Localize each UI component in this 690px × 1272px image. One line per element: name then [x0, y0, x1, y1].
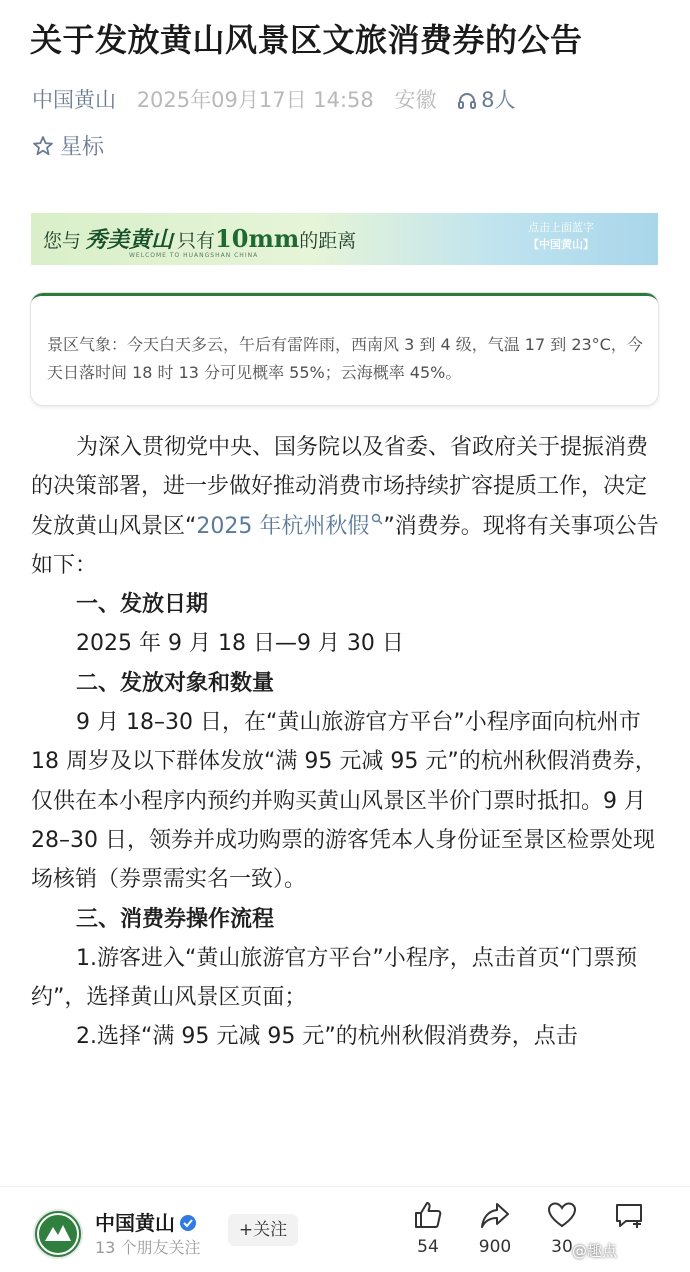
banner-cta-tag: 【中国黄山】	[528, 238, 594, 251]
comment-button[interactable]	[599, 1199, 659, 1235]
share-icon	[479, 1199, 511, 1231]
banner-distance: 10mm	[215, 224, 300, 253]
publish-location: 安徽	[394, 88, 437, 112]
promo-banner[interactable]	[31, 213, 658, 265]
intro-paragraph	[31, 428, 665, 585]
banner-slogan	[43, 223, 356, 254]
logo-icon	[35, 1211, 81, 1257]
star-label: 星标	[60, 135, 105, 160]
banner-subtitle: WELCOME TO HUANGSHAN CHINA	[129, 252, 259, 259]
intro-tail: ”消费券。现将有关事项公告如下：	[31, 513, 659, 578]
section-heading-2: 二、发放对象和数量	[76, 670, 275, 696]
avatar[interactable]	[33, 1209, 83, 1259]
like-count: 54	[417, 1237, 439, 1257]
step-1: 1.游客进入“黄山旅游官方平台”小程序，点击首页“门票预约”，选择黄山风景区页面；	[31, 945, 638, 1011]
friends-following: 13 个朋友关注	[95, 1238, 201, 1257]
like-button[interactable]	[398, 1199, 458, 1257]
heart-icon	[546, 1199, 578, 1231]
share-button[interactable]	[465, 1199, 525, 1257]
watermark: @趣点	[572, 1242, 618, 1260]
listen-button[interactable]	[457, 88, 529, 112]
headphones-icon	[457, 91, 477, 111]
weather-card	[31, 293, 658, 405]
section-text-1: 2025 年 9 月 18 日—9 月 30 日	[76, 631, 404, 657]
footer-account-label: 中国黄山	[95, 1211, 175, 1235]
follow-button[interactable]: +关注	[228, 1214, 298, 1246]
footer-account-name[interactable]	[95, 1207, 197, 1236]
account-link[interactable]: 中国黄山	[32, 88, 116, 112]
search-icon[interactable]	[371, 513, 383, 525]
publish-date: 2025年09月17日 14:58	[136, 88, 374, 112]
banner-cta-text: 点击上面蓝字	[528, 221, 594, 234]
step-2: 2.选择“满 95 元减 95 元”的杭州秋假消费券，点击	[76, 1024, 578, 1050]
listener-count: 8人	[481, 88, 516, 112]
star-icon	[32, 135, 54, 157]
card-top-border	[31, 293, 658, 304]
search-link[interactable]: 2025 年杭州秋假	[196, 513, 370, 539]
comment-icon	[613, 1199, 645, 1231]
star-button[interactable]	[32, 130, 104, 161]
article-body	[31, 428, 665, 1057]
banner-middle: 只有	[177, 230, 216, 252]
thumbs-up-icon	[412, 1199, 444, 1231]
share-count: 900	[478, 1237, 512, 1257]
banner-cta	[501, 219, 621, 253]
section-text-2: 9 月 18–30 日，在“黄山旅游官方平台”小程序面向杭州市 18 周岁及以下群体发放“满 95 元减 95 元”的杭州秋假消费券，仅供在本小程序内预约并购买黄山风景区半价门票时抵扣。9 月 28–30 日，领券并成功购票的游客凭本人身份证至景区检票处现场核销（券票需实名一致）。	[31, 710, 657, 893]
weather-text: 景区气象：今天白天多云，午后有雷阵雨，西南风 3 到 4 级，气温 17 到 23°C，今天日落时间 18 时 13 分可见概率 55%；云海概率 45%。	[47, 335, 643, 382]
article-meta	[32, 84, 672, 114]
verified-icon	[179, 1214, 197, 1232]
banner-suffix: 的距离	[299, 230, 357, 252]
banner-brand: 秀美黄山	[85, 227, 174, 253]
section-heading-1: 一、发放日期	[76, 592, 209, 618]
article-title: 关于发放黄山风景区文旅消费券的公告	[30, 21, 583, 59]
favorite-count: 30	[551, 1237, 573, 1257]
banner-prefix: 您与	[43, 230, 82, 252]
intro-text: 为深入贯彻党中央、国务院以及省委、省政府关于提振消费的决策部署，进一步做好推动消费市场持续扩容提质工作，决定发放黄山风景区“	[31, 435, 649, 539]
section-heading-3: 三、消费券操作流程	[76, 906, 275, 932]
